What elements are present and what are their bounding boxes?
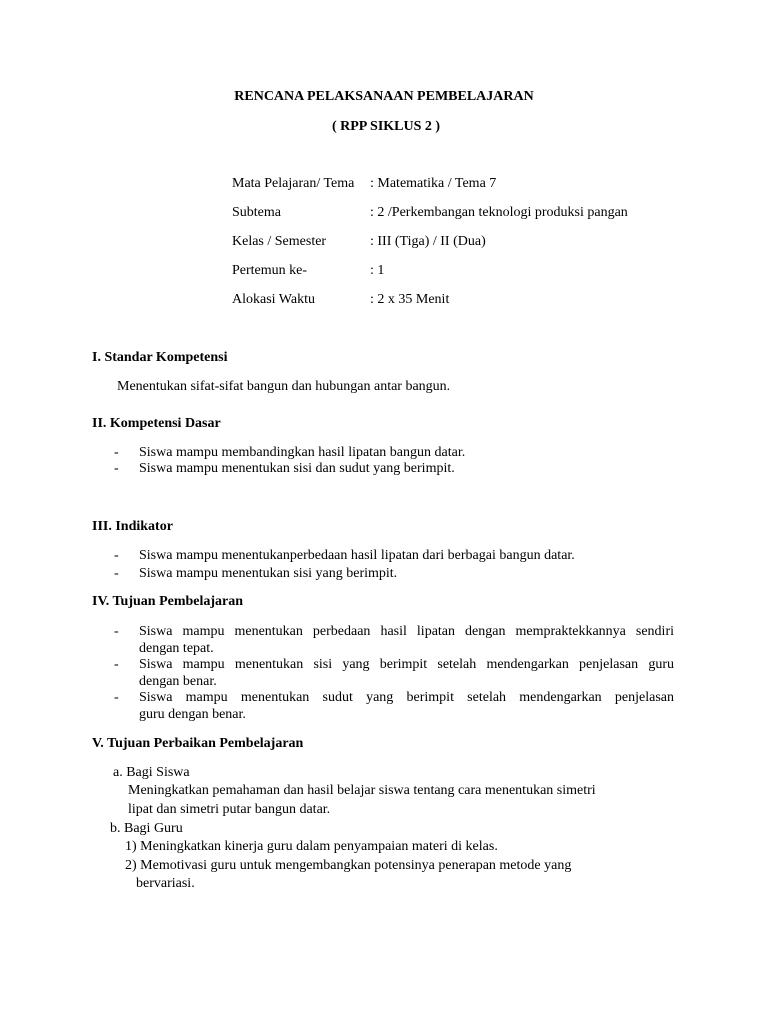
info-label-meeting: Pertemun ke-: [232, 263, 308, 278]
list-item: Siswa mampu menentukan sisi yang berimpit.: [139, 566, 398, 581]
section-heading-tujuan-pembelajaran: IV. Tujuan Pembelajaran: [92, 594, 244, 609]
section-text-standar-kompetensi: Menentukan sifat-sifat bangun dan hubungan antar bangun.: [117, 379, 451, 394]
list-item-line: Siswa mampu menentukan sudut yang berimpit setelah mendengarkan penjelasan: [139, 690, 674, 705]
info-label-subject: Mata Pelajaran/ Tema: [232, 176, 355, 191]
bullet-dash: -: [114, 690, 119, 705]
info-value-class: : III (Tiga) / II (Dua): [370, 234, 486, 249]
sublist-text-line: lipat dan simetri putar bangun datar.: [128, 802, 331, 817]
bullet-dash: -: [114, 548, 119, 563]
sublist-label-guru: b. Bagi Guru: [110, 821, 183, 836]
info-value-subject: : Matematika / Tema 7: [370, 176, 497, 191]
list-item: Siswa mampu menentukanperbedaan hasil lipatan dari berbagai bangun datar.: [139, 548, 575, 563]
list-item-line: dengan benar.: [139, 674, 217, 689]
info-label-class: Kelas / Semester: [232, 234, 327, 249]
bullet-dash: -: [114, 566, 119, 581]
section-heading-indikator: III. Indikator: [92, 519, 173, 534]
info-value-subtheme: : 2 /Perkembangan teknologi produksi pangan: [370, 205, 628, 220]
sublist-numbered-item: 2) Memotivasi guru untuk mengembangkan potensinya penerapan metode yang: [125, 858, 572, 873]
section-heading-tujuan-perbaikan: V. Tujuan Perbaikan Pembelajaran: [92, 736, 304, 751]
sublist-text-line: bervariasi.: [136, 876, 195, 891]
info-label-subtheme: Subtema: [232, 205, 281, 220]
info-value-time: : 2 x 35 Menit: [370, 292, 450, 307]
info-value-meeting: : 1: [370, 263, 385, 278]
list-item-line: dengan tepat.: [139, 641, 214, 656]
list-item-line: Siswa mampu menentukan sisi yang berimpit setelah mendengarkan penjelasan guru: [139, 657, 674, 672]
info-label-time: Alokasi Waktu: [232, 292, 315, 307]
sublist-numbered-item: 1) Meningkatkan kinerja guru dalam penyampaian materi di kelas.: [125, 839, 498, 854]
document-subtitle: ( RPP SIKLUS 2 ): [331, 119, 441, 134]
list-item: Siswa mampu membandingkan hasil lipatan bangun datar.: [139, 445, 466, 460]
section-heading-kompetensi-dasar: II. Kompetensi Dasar: [92, 416, 221, 431]
list-item: Siswa mampu menentukan sisi dan sudut yang berimpit.: [139, 461, 455, 476]
bullet-dash: -: [114, 657, 119, 672]
list-item-line: Siswa mampu menentukan perbedaan hasil lipatan dengan mempraktekkannya sendiri: [139, 624, 674, 639]
bullet-dash: -: [114, 461, 119, 476]
document-title: RENCANA PELAKSANAAN PEMBELAJARAN: [234, 89, 534, 104]
section-heading-standar-kompetensi: I. Standar Kompetensi: [92, 350, 228, 365]
sublist-text-line: Meningkatkan pemahaman dan hasil belajar siswa tentang cara menentukan simetri: [128, 783, 596, 798]
bullet-dash: -: [114, 445, 119, 460]
sublist-label-siswa: a. Bagi Siswa: [113, 765, 190, 780]
list-item-line: guru dengan benar.: [139, 707, 246, 722]
bullet-dash: -: [114, 624, 119, 639]
